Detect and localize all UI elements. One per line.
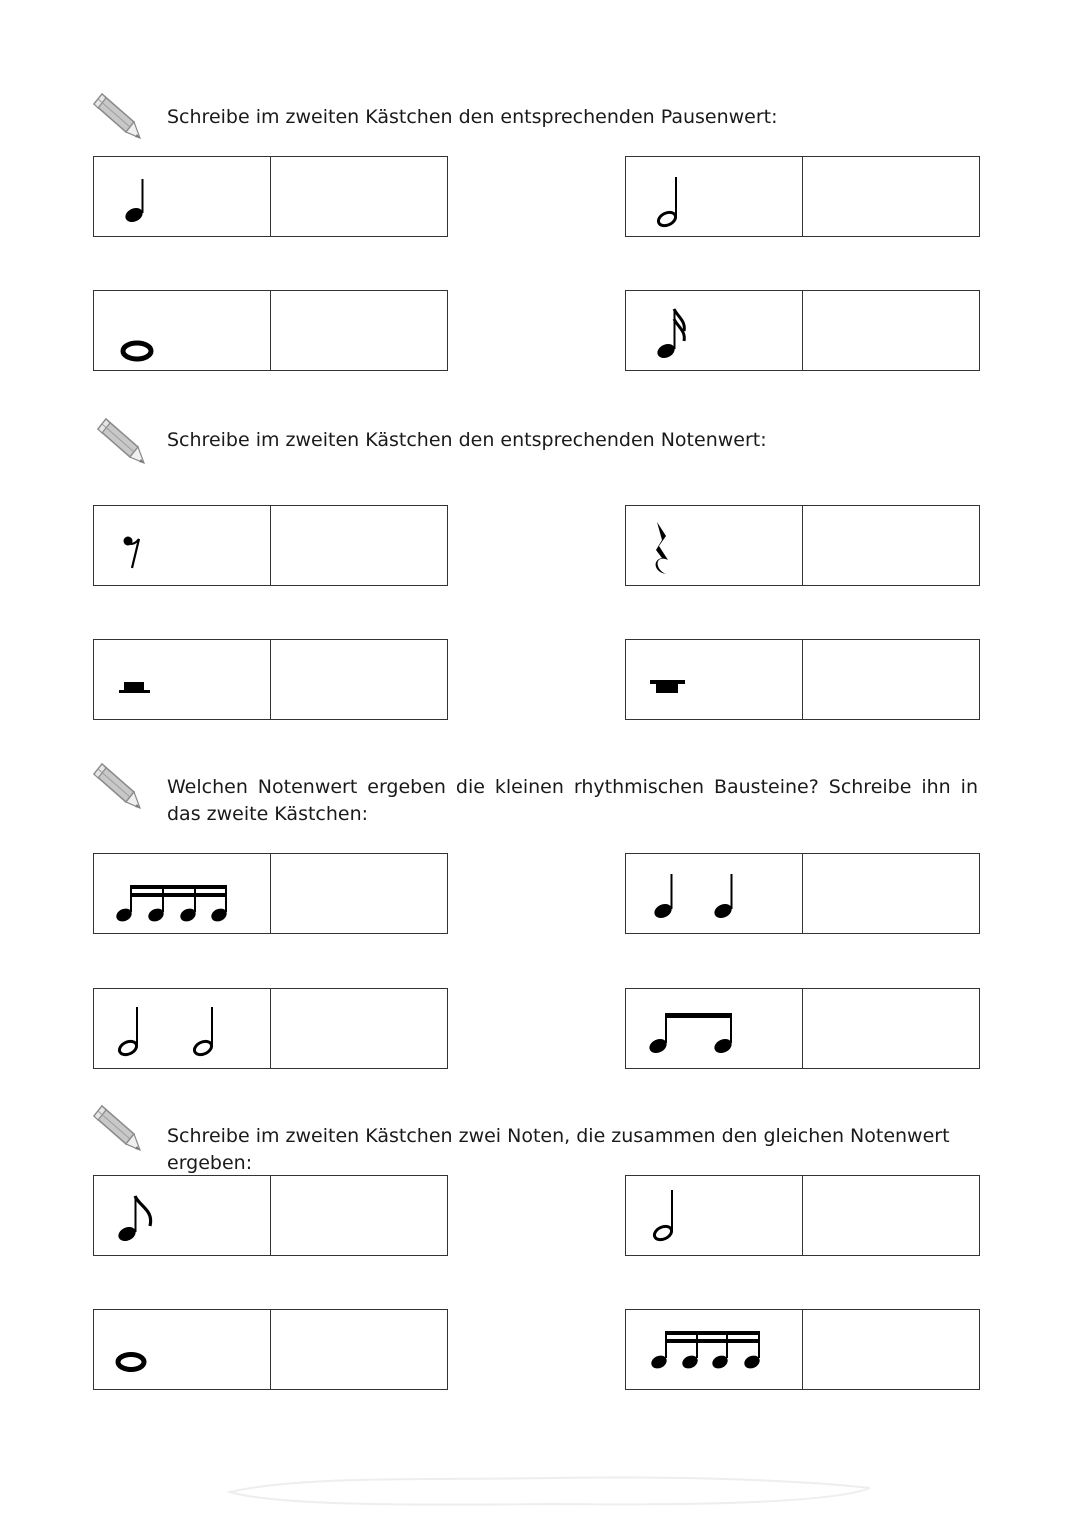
- given-value-box: [93, 1309, 271, 1390]
- exercise-pair: [93, 988, 449, 1069]
- answer-box[interactable]: [802, 853, 980, 934]
- two-quarter-notes-icon: [626, 854, 802, 933]
- exercise-pair: [93, 156, 449, 237]
- pencil-icon: [92, 415, 146, 465]
- answer-box[interactable]: [802, 505, 980, 586]
- pencil-icon: [88, 90, 142, 140]
- exercise-pair: [625, 1309, 981, 1390]
- answer-box[interactable]: [270, 853, 448, 934]
- whole-note-icon: [94, 1310, 270, 1389]
- four-sixteenth-notes-icon: [626, 1310, 802, 1389]
- four-sixteenth-notes-icon: [94, 854, 270, 933]
- answer-box[interactable]: [802, 988, 980, 1069]
- answer-box[interactable]: [270, 290, 448, 371]
- answer-box[interactable]: [270, 156, 448, 237]
- exercise-pair: [625, 853, 981, 934]
- half-rest-icon: [94, 640, 270, 719]
- answer-box[interactable]: [270, 639, 448, 720]
- given-value-box: [93, 290, 271, 371]
- answer-box[interactable]: [802, 1175, 980, 1256]
- exercise-section-2: [0, 415, 1080, 725]
- eighth-rest-icon: [94, 506, 270, 585]
- exercise-pair: [625, 639, 981, 720]
- instruction-text: Welchen Notenwert ergeben die kleinen rhythmischen Bausteine? Schreibe ihn in das zweite Kästchen:: [167, 776, 978, 825]
- sixteenth-note-icon: [626, 291, 802, 370]
- instruction-text: Schreibe im zweiten Kästchen den entsprechenden Notenwert:: [167, 429, 767, 451]
- given-value-box: [93, 639, 271, 720]
- exercise-section-3: [0, 760, 1080, 1080]
- answer-box[interactable]: [802, 1309, 980, 1390]
- whole-note-icon: [94, 291, 270, 370]
- answer-box[interactable]: [270, 505, 448, 586]
- given-value-box: [93, 1175, 271, 1256]
- instruction-text: Schreibe im zweiten Kästchen den entsprechenden Pausenwert:: [167, 106, 778, 128]
- half-note-icon: [626, 1176, 802, 1255]
- given-value-box: [625, 639, 803, 720]
- answer-box[interactable]: [802, 156, 980, 237]
- given-value-box: [625, 853, 803, 934]
- exercise-section-4: [0, 1102, 1080, 1402]
- given-value-box: [625, 505, 803, 586]
- pencil-icon: [88, 760, 142, 810]
- eighth-note-icon: [94, 1176, 270, 1255]
- exercise-pair: [625, 156, 981, 237]
- exercise-pair: [93, 639, 449, 720]
- exercise-section-1: [0, 90, 1080, 380]
- exercise-pair: [625, 988, 981, 1069]
- given-value-box: [625, 1309, 803, 1390]
- answer-box[interactable]: [270, 1309, 448, 1390]
- answer-box[interactable]: [802, 290, 980, 371]
- given-value-box: [625, 988, 803, 1069]
- answer-box[interactable]: [270, 1175, 448, 1256]
- given-value-box: [93, 988, 271, 1069]
- exercise-pair: [93, 505, 449, 586]
- scan-smudge: [220, 1470, 880, 1512]
- exercise-pair: [93, 1309, 449, 1390]
- given-value-box: [625, 156, 803, 237]
- pencil-icon: [88, 1102, 142, 1152]
- two-eighth-notes-icon: [626, 989, 802, 1068]
- answer-box[interactable]: [802, 639, 980, 720]
- exercise-pair: [93, 290, 449, 371]
- exercise-pair: [625, 505, 981, 586]
- answer-box[interactable]: [270, 988, 448, 1069]
- whole-rest-icon: [626, 640, 802, 719]
- exercise-pair: [93, 853, 449, 934]
- exercise-pair: [93, 1175, 449, 1256]
- quarter-rest-icon: [626, 506, 802, 585]
- quarter-note-icon: [94, 157, 270, 236]
- instruction-text: Schreibe im zweiten Kästchen zwei Noten, die zusammen den gleichen Notenwert ergeben:: [167, 1125, 950, 1174]
- given-value-box: [93, 156, 271, 237]
- given-value-box: [625, 290, 803, 371]
- exercise-pair: [625, 1175, 981, 1256]
- given-value-box: [625, 1175, 803, 1256]
- given-value-box: [93, 853, 271, 934]
- given-value-box: [93, 505, 271, 586]
- exercise-pair: [625, 290, 981, 371]
- half-note-icon: [626, 157, 802, 236]
- two-half-notes-icon: [94, 989, 270, 1068]
